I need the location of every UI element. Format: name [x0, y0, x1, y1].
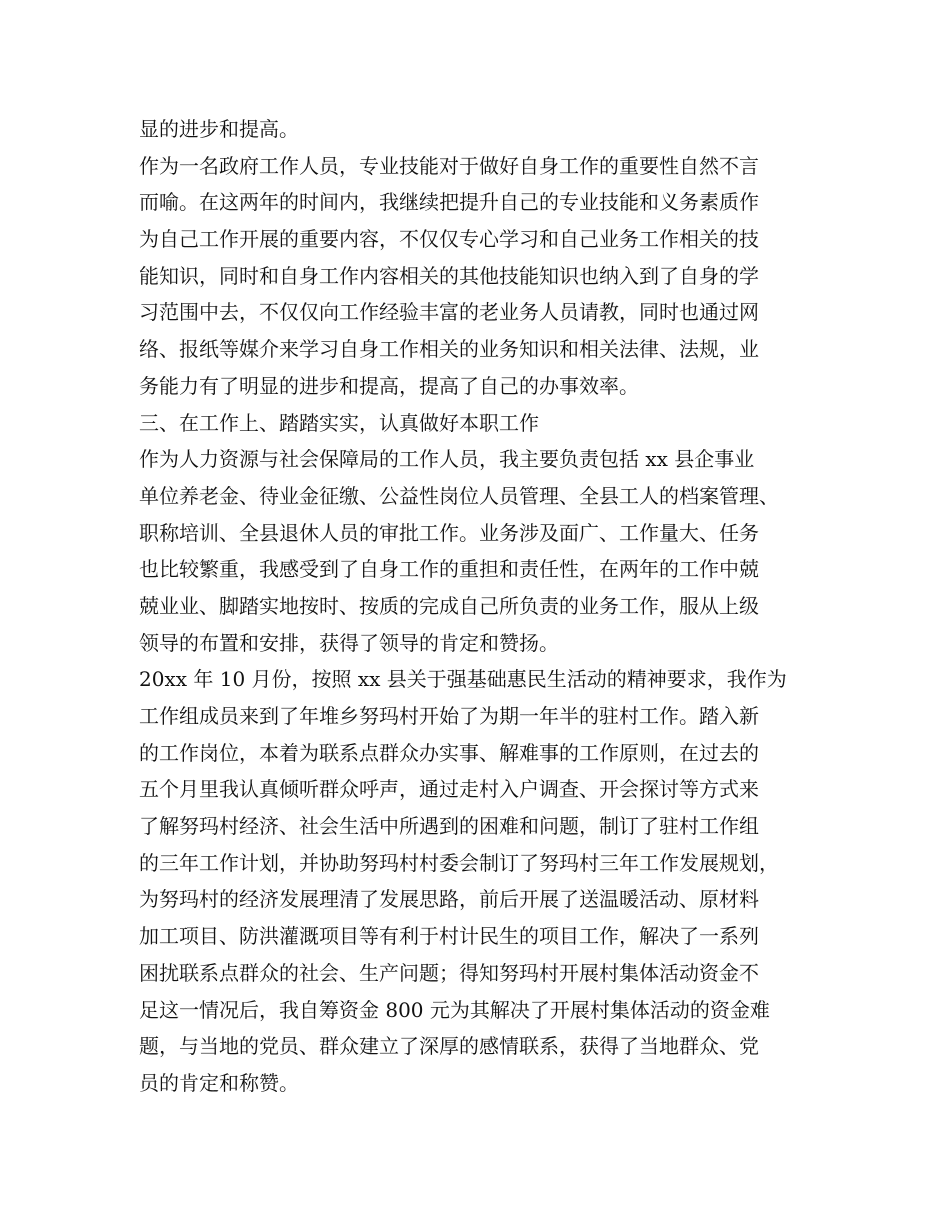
text-line: 而喻。在这两年的时间内，我继续把提升自己的专业技能和义务素质作: [139, 190, 759, 215]
text-line: 作为人力资源与社会保障局的工作人员，我主要负责包括 xx 县企事业: [139, 447, 755, 472]
text-line: 习范围中去，不仅仅向工作经验丰富的老业务人员请教，同时也通过网: [139, 300, 759, 325]
text-line: 络、报纸等媒介来学习自身工作相关的业务知识和相关法律、法规，业: [139, 337, 759, 362]
text-line: 加工项目、防洪灌溉项目等有利于村计民生的项目工作，解决了一系列: [139, 924, 759, 949]
text-line: 显的进步和提高。: [139, 117, 299, 141]
text-line: 足这一情况后，我自筹资金 800 元为其解决了开展村集体活动的资金难: [139, 997, 770, 1022]
text-line: 了解努玛村经济、社会生活中所遇到的困难和问题，制订了驻村工作组: [139, 814, 759, 839]
body-text: [139, 111, 829, 1102]
text-line: 为努玛村的经济发展理清了发展思路，前后开展了送温暖活动、原材料: [139, 887, 759, 912]
text-line: 三、在工作上、踏踏实实，认真做好本职工作: [139, 410, 539, 435]
text-line: 作为一名政府工作人员，专业技能对于做好自身工作的重要性自然不言: [139, 153, 759, 178]
text-line: 题，与当地的党员、群众建立了深厚的感情联系，获得了当地群众、党: [139, 1034, 759, 1059]
text-line: 员的肯定和称赞。: [139, 1070, 299, 1095]
text-line: 职称培训、全县退休人员的审批工作。业务涉及面广、工作量大、任务: [139, 520, 759, 545]
text-line: 能知识，同时和自身工作内容相关的其他技能知识也纳入到了自身的学: [139, 263, 759, 288]
text-line: 20xx 年 10 月份，按照 xx 县关于强基础惠民生活动的精神要求，我作为: [139, 667, 787, 692]
text-line: 也比较繁重，我感受到了自身工作的重担和责任性，在两年的工作中兢: [139, 557, 759, 582]
text-line: 五个月里我认真倾听群众呼声，通过走村入户调查、开会探讨等方式来: [139, 777, 759, 802]
text-line: 的工作岗位，本着为联系点群众办实事、解难事的工作原则，在过去的: [139, 740, 759, 765]
text-line: 的三年工作计划，并协助努玛村村委会制订了努玛村三年工作发展规划，: [139, 850, 779, 875]
text-line: 为自己工作开展的重要内容，不仅仅专心学习和自己业务工作相关的技: [139, 227, 759, 252]
text-line: 困扰联系点群众的社会、生产问题；得知努玛村开展村集体活动资金不: [139, 960, 759, 985]
text-line: 工作组成员来到了年堆乡努玛村开始了为期一年半的驻村工作。踏入新: [139, 704, 759, 728]
text-line: 单位养老金、待业金征缴、公益性岗位人员管理、全县工人的档案管理、: [139, 483, 779, 508]
text-line: 领导的布置和安排，获得了领导的肯定和赞扬。: [139, 630, 559, 655]
text-line: 兢业业、脚踏实地按时、按质的完成自己所负责的业务工作，服从上级: [139, 593, 759, 618]
text-line: 务能力有了明显的进步和提高，提高了自己的办事效率。: [139, 373, 639, 398]
